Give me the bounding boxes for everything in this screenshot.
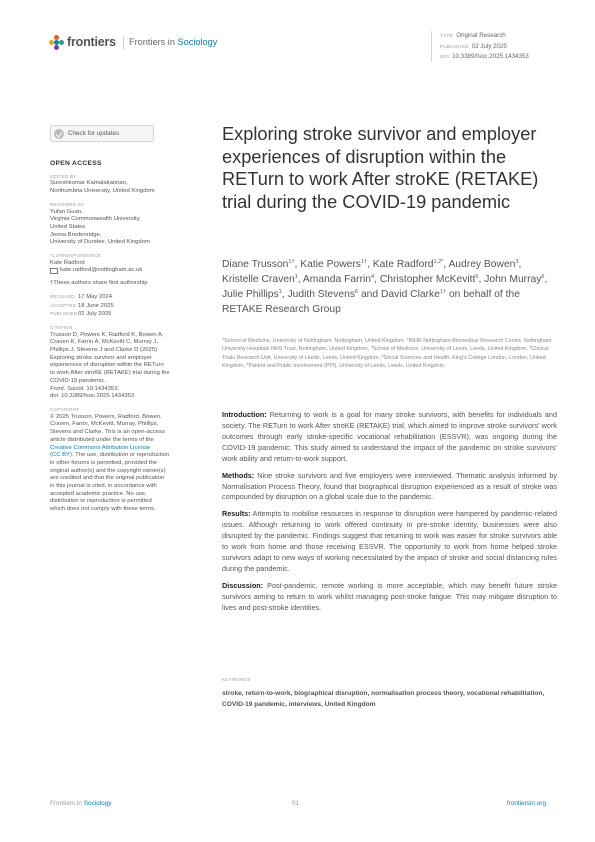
journal-prefix: Frontiers in <box>129 37 175 47</box>
footer-site-link[interactable] <box>507 800 546 807</box>
affiliation: School of Medicine, University of Nottingham, Nottingham, United Kingdom, <box>224 338 407 344</box>
citation-line: Exploring stroke survivor and employer <box>50 354 152 361</box>
mail-icon <box>50 268 58 274</box>
citation-doi[interactable]: doi: 10.3389/fsoc.2025.1434353 <box>50 393 135 400</box>
citation-line: experiences of disruption within the RETurn <box>50 362 164 369</box>
check-for-updates-label: Check for updates <box>68 130 120 137</box>
journal-name[interactable] <box>129 37 217 47</box>
abstract <box>222 410 557 620</box>
meta-divider <box>431 31 432 62</box>
citation-line: Phillips J, Stevens J and Clarke D (2025) <box>50 347 158 354</box>
license-link[interactable]: (CC BY). <box>50 452 74 459</box>
received-label: RECEIVED <box>50 293 75 299</box>
citation-line: COVID-19 pandemic. <box>50 377 106 384</box>
copyright-line: article distributed under the terms of the <box>50 436 154 443</box>
copyright-line: distribution or reproduction is permitted <box>50 498 152 505</box>
affiliation: Social Sciences and Health, King's College London, London, United Kingdom, <box>222 354 546 369</box>
author-name[interactable]: Diane Trusson$^{1\dagger}$ <box>222 259 295 270</box>
doi-value[interactable]: 10.3389/fsoc.2025.1434353 <box>452 53 529 60</box>
citation-line: Trusson D, Powers K, Radford K, Bowen A, <box>50 331 164 338</box>
published-label: PUBLISHED <box>440 43 469 49</box>
license-link[interactable]: Creative Commons Attribution License <box>50 444 151 451</box>
correspondence-name: Kate Radford <box>50 259 85 266</box>
check-for-updates-button[interactable] <box>50 125 154 142</box>
author-group: on behalf of the RETAKE Research Group <box>222 288 520 315</box>
accepted-label: ACCEPTED <box>50 302 77 308</box>
author-name[interactable]: Audrey Bowen$^3$ <box>448 259 519 270</box>
reviewer-line: Jenna Bredenridge, <box>50 231 102 238</box>
doi-label: DOI <box>440 54 450 59</box>
correspondence-label: *CORRESPONDENCE <box>50 253 102 259</box>
footer-journal-prefix: Frontiers in <box>50 800 82 807</box>
author-name[interactable]: John Murray$^6$ <box>484 273 545 285</box>
reviewer-line: United States <box>50 223 86 230</box>
type-value: Original Research <box>456 32 506 39</box>
author-name[interactable]: Christopher McKevitt$^5$ <box>379 273 479 285</box>
author-name[interactable]: Katie Powers$^{1\dagger}$ <box>300 259 368 270</box>
reviewer-line: Virginia Commonwealth University, <box>50 216 141 223</box>
accepted-value: 18 June 2025 <box>78 302 114 309</box>
copyright-line: which does not comply with these terms. <box>50 506 156 513</box>
published-value: 02 July 2025 <box>78 311 112 318</box>
citation-volume: 10:1434353. <box>86 385 120 392</box>
copyright-line: original author(s) and the copyright owner(s) <box>50 467 166 474</box>
dates-block <box>50 293 185 319</box>
keywords: stroke, return-to-work, biographical disruption, normalisation process theory, vocational rehabilitation, COVID-19 pandemic, interviews, United Kingdom <box>222 690 545 709</box>
journal-title: Sociology <box>177 37 218 47</box>
citation-label: CITATION <box>50 324 73 330</box>
affiliations: $^1$School of Medicine, University of Nottingham, Nottingham, United Kingdom, $^2$NIHR Nottingham Biomedical Research Centre, Nottingham University Hospitals NHS Trust, Nottingham, United Kingdom, $^3$School of Medicine, University of Leeds, Leeds, United Kingdom, $^4$Clinical Trials Research Unit, University of Leeds, Leeds, United Kingdom, $^5$Social Sciences and Health, King's College London, London, United Kingdom, $^6$Patient and Public Involvement (PPI), University of Leeds, Leeds, United Kingdom <box>222 336 552 369</box>
abstract-results: Results: Attempts to mobilise resources in response to disruption were hampered by pandemic-related issues. Although returning to work offered continuity in pre-stroke identity, businesses were also disrupted by the pandemic. Findings suggest that returning to work was easier for stroke survivors able to work from home and those receiving ESSVR. The opportunity to work from home helped stroke survivors adapt to new ways of working necessitated by the impact of stroke and social distancing rules during the pandemic. <box>222 509 557 573</box>
editor-line: Sureshkumar Kamalakannan, <box>50 180 128 187</box>
author-name[interactable]: David Clarke$^{1\dagger}$ <box>380 288 447 300</box>
header-divider <box>123 36 124 50</box>
keywords-label: KEYWORDS <box>222 677 251 682</box>
reviewer-line: University of Dundee, United Kingdom <box>50 239 150 246</box>
open-access-label: OPEN ACCESS <box>50 160 102 167</box>
copyright-line: in this journal is cited, in accordance with <box>50 483 157 490</box>
received-value: 17 May 2024 <box>78 293 113 300</box>
author-name[interactable]: Amanda Farrin$^4$ <box>302 273 375 285</box>
site-link-text: frontiersin.org <box>506 800 546 807</box>
affiliation: Clinical Trials Research Unit, University of Leeds, Leeds, United Kingdom, <box>222 346 549 361</box>
affiliation: Patient and Public Involvement (PPI), University of Leeds, Leeds, United Kingdom <box>248 362 445 369</box>
abstract-discussion: Discussion: Post-pandemic, remote working is more acceptable, which may benefit future stroke survivors aiming to return to work whilst managing post-stroke fatigue. This may mitigate disruption to lives and post-stroke identities. <box>222 580 557 612</box>
correspondence-email[interactable]: kate.radford@nottingham.ac.uk <box>60 267 143 274</box>
affiliation: School of Medicine, University of Leeds, Leeds, United Kingdom, <box>372 346 530 353</box>
citation-journal: Front. Sociol. <box>50 385 85 392</box>
footer-journal-name: Sociology <box>83 800 112 807</box>
page-number: 01 <box>292 800 300 807</box>
author-name[interactable]: Julie Phillips$^1$ <box>222 288 282 300</box>
affiliation: NIHR Nottingham Biomedical Research Centre, Nottingham University Hospitals NHS Trust, Nottingham, United Kingdom, <box>222 338 552 353</box>
article-meta <box>440 31 529 63</box>
author-name[interactable]: Kate Radford$^{1,2*}$ <box>372 259 444 270</box>
reviewer-line: Yufan Guan, <box>50 208 83 215</box>
copyright-line: are credited and that the original publication <box>50 475 165 482</box>
author-name[interactable]: Kristelle Craven$^1$ <box>222 273 298 285</box>
article-title: Exploring stroke survivor and employer experiences of disruption within the RETurn to work After stroKE (RETAKE) trial during the COVID-19 pandemic <box>222 124 539 212</box>
frontiers-logo[interactable] <box>49 34 116 50</box>
copyright-label: COPYRIGHT <box>50 406 80 412</box>
published-value: 02 July 2025 <box>471 42 507 50</box>
sidebar <box>50 160 185 514</box>
copyright-line: Craven, Farrin, McKevitt, Murray, Phillips, <box>50 421 159 428</box>
editor-line: Northumbria University, United Kingdom <box>50 188 155 195</box>
reviewed-by-label: REVIEWED BY <box>50 201 85 207</box>
author-list: Diane Trusson$^{1\dagger}$, Katie Powers$^{1\dagger}$, Kate Radford$^{1,2*}$, Audrey Bowen$^3$, Kristelle Craven$^1$, Amanda Farrin$^4$, Christopher McKevitt$^5$, John Murray$^6$, Julie Phillips$^1$, Judith Stevens$^6$ and David Clarke$^{1\dagger}$ on behalf of the RETAKE Research Group <box>222 259 548 315</box>
equal-contribution-note: †These authors share first authorship <box>50 280 148 287</box>
citation-line: to work After stroKE (RETAKE) trial during the <box>50 370 170 377</box>
frontiers-logo-icon <box>49 35 64 50</box>
citation-line: Craven K, Farrin A, McKevitt C, Murray J, <box>50 339 159 346</box>
copyright-line: Stevens and Clarke. This is an open-access <box>50 429 165 436</box>
type-label: TYPE <box>440 33 454 38</box>
copyright-line: The use, distribution or reproduction <box>73 452 170 459</box>
author-name[interactable]: Judith Stevens$^6$ <box>287 288 359 300</box>
copyright-line: in other forums is permitted, provided the <box>50 459 158 466</box>
copyright-line: © 2025 Trusson, Powers, Radford, Bowen, <box>50 413 162 420</box>
footer-journal[interactable] <box>50 800 111 807</box>
edited-by-label: EDITED BY <box>50 173 77 179</box>
published-label: PUBLISHED <box>50 311 78 317</box>
logo-text: frontiers <box>67 35 116 49</box>
copyright-line: accepted academic practice. No use, <box>50 490 147 497</box>
abstract-methods: Methods: Nine stroke survivors and five employers were interviewed. Thematic analysis informed by Normalisation Process Theory, found that biographical disruption experienced as a result of stroke was compounded by disruption on a global scale due to the pandemic. <box>222 470 557 502</box>
check-icon <box>54 129 64 139</box>
abstract-introduction: Introduction: Returning to work is a goal for many stroke survivors, with benefits for individuals and society. The RETurn to work After stroKE (RETAKE) trial, which aimed to improve stroke survivors' work outcomes through early stroke-specific vocational rehabilitation (ESSVR), was ongoing during the COVID-19 pandemic. This study aimed to understand the impact of the pandemic on stroke survivors' work ability and return-to-work support. <box>222 410 557 463</box>
